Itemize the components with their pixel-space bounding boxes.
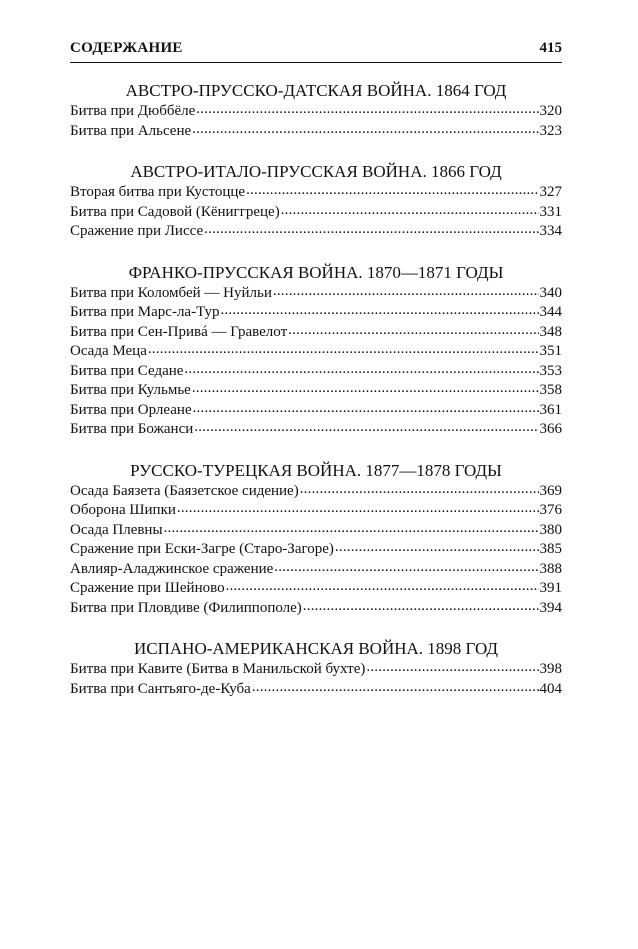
toc-section: [70, 638, 562, 699]
entry-page-number: 353: [539, 362, 562, 379]
toc-section: [70, 460, 562, 619]
entry-title: Осада Баязета (Баязетское сидение): [70, 482, 299, 499]
toc-entry[interactable]: [70, 401, 562, 421]
table-of-contents: [70, 80, 562, 719]
toc-section: [70, 262, 562, 440]
entry-page-number: 376: [539, 502, 562, 518]
toc-entry[interactable]: [70, 362, 562, 382]
entry-title: Битва при Кульмье: [70, 382, 191, 398]
toc-entry[interactable]: [70, 323, 562, 343]
entry-page-number: 398: [539, 661, 562, 677]
dot-leader: [300, 483, 539, 495]
entry-title: Сражение при Лиссе: [70, 223, 204, 239]
toc-entry[interactable]: [70, 680, 562, 700]
dot-leader: [148, 343, 539, 355]
toc-entry[interactable]: [70, 521, 562, 541]
entry-title: Битва при Кавите (Битва в Манильской бухте): [70, 661, 366, 677]
section-title: АВСТРО-ПРУССКО-ДАТСКАЯ ВОЙНА. 1864 ГОД: [125, 81, 507, 100]
toc-entry[interactable]: [70, 222, 562, 242]
entry-title: Битва при Садовой (Кёниггреце): [70, 203, 280, 220]
entry-page-number: 369: [539, 482, 562, 499]
dot-leader: [196, 103, 538, 115]
toc-entry[interactable]: [70, 599, 562, 619]
toc-entry[interactable]: [70, 660, 562, 680]
dot-leader: [303, 600, 539, 612]
entry-page-number: 385: [539, 541, 562, 557]
dot-leader: [281, 204, 539, 216]
entry-title: Вторая битва при Кустоцце: [70, 184, 246, 200]
section-title: АВСТРО-ИТАЛО-ПРУССКАЯ ВОЙНА. 1866 ГОД: [130, 162, 502, 181]
section-title: РУССКО-ТУРЕЦКАЯ ВОЙНА. 1877—1878 ГОДЫ: [130, 460, 502, 480]
dot-leader: [273, 285, 539, 297]
entry-title: Битва при Седане: [70, 362, 184, 379]
entry-page-number: 388: [539, 560, 562, 577]
dot-leader: [192, 123, 538, 135]
entry-title: Битва при Коломбей — Нуйльи: [70, 284, 272, 301]
toc-entry[interactable]: [70, 381, 562, 401]
toc-entry[interactable]: [70, 579, 562, 599]
dot-leader: [193, 402, 539, 414]
dot-leader: [246, 184, 538, 196]
entry-title: Сражение при Шейново: [70, 580, 225, 596]
section-title: ФРАНКО-ПРУССКАЯ ВОЙНА. 1870—1871 ГОДЫ: [128, 262, 504, 282]
dot-leader: [221, 304, 539, 316]
toc-entry[interactable]: [70, 122, 562, 142]
entry-page-number: 323: [539, 122, 562, 139]
entry-title: Битва при Орлеане: [70, 401, 192, 418]
toc-entry[interactable]: [70, 203, 562, 223]
toc-entry[interactable]: [70, 501, 562, 521]
entry-title: Осада Меца: [70, 343, 147, 359]
entry-page-number: 394: [539, 599, 562, 616]
dot-leader: [204, 223, 538, 235]
entry-page-number: 358: [539, 382, 562, 398]
entry-page-number: 334: [539, 223, 562, 239]
entry-title: Битва при Сантьяго-де-Куба: [70, 680, 251, 697]
toc-entry[interactable]: [70, 420, 562, 440]
toc-entry[interactable]: [70, 540, 562, 560]
toc-entry[interactable]: [70, 560, 562, 580]
dot-leader: [192, 382, 539, 394]
header-page-number: 415: [539, 40, 562, 56]
dot-leader: [194, 421, 538, 433]
dot-leader: [177, 502, 539, 514]
dot-leader: [164, 522, 539, 534]
entry-page-number: 327: [539, 184, 562, 200]
entry-page-number: 320: [539, 103, 562, 119]
dot-leader: [274, 561, 538, 573]
toc-entry[interactable]: [70, 482, 562, 502]
section-title: ИСПАНО-АМЕРИКАНСКАЯ ВОЙНА. 1898 ГОД: [134, 639, 498, 658]
entry-page-number: 351: [539, 343, 562, 359]
dot-leader: [252, 681, 539, 693]
entry-page-number: 331: [539, 203, 562, 220]
entry-page-number: 340: [539, 284, 562, 301]
running-header: [70, 38, 562, 63]
entry-page-number: 380: [539, 521, 562, 538]
entry-title: Сражение при Ески-Загре (Старо-Загоре): [70, 541, 334, 557]
toc-entry[interactable]: [70, 303, 562, 323]
entry-title: Авлияр-Аладжинское сражение: [70, 560, 274, 577]
dot-leader: [288, 324, 538, 336]
dot-leader: [366, 661, 538, 673]
header-title: СОДЕРЖАНИЕ: [70, 40, 183, 56]
entry-page-number: 348: [539, 323, 562, 340]
entry-page-number: 391: [539, 580, 562, 596]
toc-entry[interactable]: [70, 183, 562, 203]
entry-page-number: 404: [539, 680, 562, 697]
dot-leader: [184, 363, 538, 375]
toc-entry[interactable]: [70, 342, 562, 362]
entry-title: Битва при Божанси: [70, 421, 194, 437]
entry-title: Оборона Шипки: [70, 502, 176, 518]
dot-leader: [335, 541, 539, 553]
entry-title: Битва при Сен-Привá — Гравелот: [70, 323, 288, 340]
entry-title: Битва при Альсене: [70, 122, 192, 139]
entry-title: Осада Плевны: [70, 521, 163, 538]
toc-entry[interactable]: [70, 284, 562, 304]
entry-title: Битва при Марс-ла-Тур: [70, 304, 220, 320]
entry-page-number: 361: [539, 401, 562, 418]
entry-title: Битва при Пловдиве (Филиппополе): [70, 599, 302, 616]
entry-page-number: 366: [539, 421, 562, 437]
toc-section: [70, 80, 562, 141]
toc-section: [70, 161, 562, 242]
dot-leader: [226, 580, 539, 592]
toc-entry[interactable]: [70, 102, 562, 122]
entry-title: Битва при Дюббёле: [70, 103, 196, 119]
entry-page-number: 344: [539, 304, 562, 320]
